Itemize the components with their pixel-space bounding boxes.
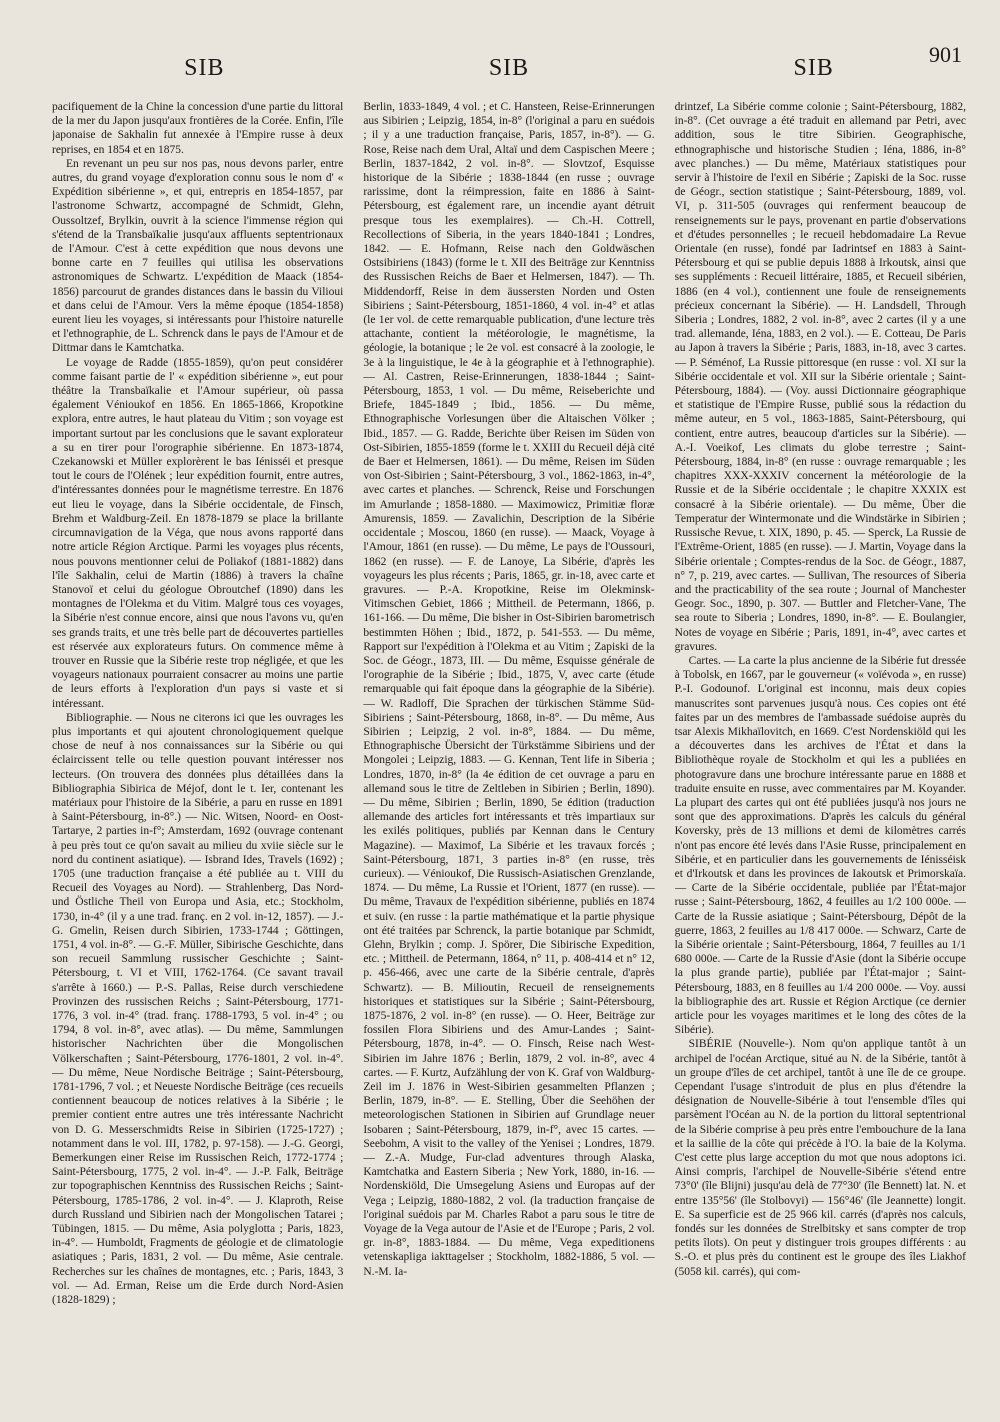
header-right: SIB <box>793 55 834 81</box>
running-header <box>52 32 966 82</box>
paragraph-nouvelle-siberie: SIBÉRIE (Nouvelle-). Nom qu'on applique tantôt à un archipel de l'océan Arctique, situé au N. de la Sibérie, tantôt à un groupe d'îles de cet archipel, tantôt à une île de ce groupe. Cependant l'usage s'introduit de plus en plus d'étendre la désignation de Nouvelle-Sibérie à tout l'ensemble d'îles qui parsèment l'Océan au N. de la portion du littoral septentrional de la Sibérie comprise à peu près entre l'embouchure de la Iana et la saillie de la côte qui précède à l'O. la baie de la Kolyma. C'est cette plus large acception du mot que nous adoptons ici. Ainsi compris, l'archipel de Nouvelle-Sibérie s'étend entre 73°0' (île Blijni) jusqu'au delà de 77°30' (île Bennett) lat. N. et entre 135°56' (île Stolbovyi) — 156°46' (île Jeannette) longit. E. Sa superficie est de 25 966 kil. carrés (d'après nos calculs, fondés sur les données de Strelbitsky et sans compter de trop petits îlots). On peut y distinguer trois groupes différents : au S.-O. et plus près du continent est le groupe des îles Liakhof (5058 kil. carrés), qui com- <box>674 1038 966 1278</box>
page-number: 901 <box>929 42 962 67</box>
text-columns <box>52 100 966 1420</box>
paragraph-bibliography: Bibliographie. — Nous ne citerons ici que les ouvrages les plus importants et qui ajoutent chronologiquement quelque chose de neuf à nos connaissances sur la Sibérie ou qui éclaircissent telle ou telle question pouvant intéresser nos lecteurs. (On trouvera des données plus détaillées dans la Bibliographia Sibirica de Méjof, dont le t. Ier, contenant les matériaux pour l'histoire de la Sibérie, a paru en russe en 1891 à Saint-Pétersbourg, in-8°.) — Nic. Witsen, Noord- en Oost-Tartarye, 2 parties in-f°; Amsterdam, 1692 (ouvrage contenant à peu près tout ce qu'on savait au milieu du xviie siècle sur le nord du continent asiatique). — Isbrand Ides, Travels (1692) ; 1705 (une traduction française a été publiée au t. VIII du Recueil des Voyages au Nord). — Strahlenberg, Das Nord- und Östliche Theil von Europa und Asia, etc.; Stockholm, 1730, in-4° (il y a une trad. franç. en 2 vol. in-12, 1857). — J.-G. Gmelin, Reisen durch Sibirien, 1733-1744 ; Göttingen, 1751, 4 vol. in-8°. — G.-F. Müller, Sibirische Geschichte, dans son recueil Sammlung russischer Geschichte ; Saint-Pétersbourg, t. VI et VIII, 1762-1764. (Ce savant travail s'arrête à 1660.) — P.-S. Pallas, Reise durch verschiedene Provinzen des russischen Reichs ; Saint-Pétersbourg, 1771-1776, 3 vol. in-4° (trad. franç. 1788-1793, 5 vol. in-4° ; ou 1794, 8 vol. in-8°, avec atlas). — Du même, Sammlungen historischer Nachrichten über die Mongolischen Völkerschaften ; Saint-Pétersbourg, 1776-1801, 2 vol. in-4°. — Du même, Neue Nordische Beiträge ; Saint-Pétersbourg, 1781-1796, 7 vol. ; et Neueste Nordische Beiträge (ces recueils contiennent beaucoup de notices relatives à la Sibérie ; le premier contient entre autres une très intéressante Nachricht von D. G. Messerschmidts Reise in Sibirien (1725-1727) ; notamment dans le vol. III, 1782, p. 97-158). — J.-G. Georgi, Bemerkungen einer Reise im Russischen Reich, 1772-1774 ; Saint-Pétersbourg, 1775, 2 vol. in-4°. — J.-P. Falk, Beiträge zur topographischen Kenntniss des Russischen Reichs ; Saint-Pétersbourg, 1785-1786, 2 vol. in-4°. — J. Klaproth, Reise durch Russland und Sibirien nach der Mongolischen Tatarei ; Tübingen, 1815. — Du même, Asia polyglotta ; Paris, 1823, in-4°. — Humboldt, Fragments de géologie et de climatologie asiatiques ; Paris, 1831, 2 vol. — Du même, Asie centrale. Recherches sur les chaînes de montagnes, etc. ; Paris, 1843, 3 vol. — Ad. Erman, Reise um die Erde durch Nord-Asien (1828-1829) ; <box>52 711 344 1307</box>
paragraph: Le voyage de Radde (1855-1859), qu'on peut considérer comme faisant partie de l' « expédition sibérienne », eut pour théâtre la Transbaïkalie et l'Amour supérieur, où passa également Vénioukof en 1856. En 1865-1866, Kropotkine explora, entre autres, le haut plateau du Vitim ; son voyage est important surtout par les conclusions que le savant explorateur a su en tirer pour l'orographie sibérienne. En 1873-1874, Czekanowski et Müller explorèrent le bas Iénisséi et presque tout le cours de l'Olének ; leur expédition fournit, entre autres, d'intéressantes données pour le magnétisme terrestre. En 1876 eut lieu le voyage, dans la Sibérie occidentale, de Finsch, Brehm et Waldburg-Zeil. En 1878-1879 se place la brillante circumnavigation de la Véga, que nous avons rapporté dans notre article Région Arctique. Parmi les voyages plus récents, nous pouvons mentionner celui de Poliakof (1881-1882) dans l'île Sakhalin, celui de Martin (1886) à travers la chaîne Stanovoï et celui du géologue Obroutchef (1890) dans les montagnes de l'Olekma et du Vitim. Malgré tous ces voyages, la Sibérie n'est connue encore, ainsi que nous l'avons vu, qu'en ses grands traits, et une très belle part de découvertes partielles est réservée aux explorateurs futurs. On commence même à trouver en Russie que la Sibérie reste trop négligée, et que les voyageurs nationaux pourraient consacrer au moins une partie de leurs efforts à l'exploration d'un pays si vaste et si intéressant. <box>52 356 344 710</box>
column-2 <box>363 100 654 1420</box>
column-3 <box>675 100 966 1420</box>
paragraph: pacifiquement de la Chine la concession d'une partie du littoral de la mer du Japon jusqu'aux frontières de la Corée. Enfin, l'île japonaise de Sakhalin fut annexée à l'Empire russe à deux reprises, en 1854 et en 1875. <box>52 101 344 156</box>
header-left: SIB <box>184 55 225 81</box>
header-center: SIB <box>488 55 530 81</box>
paragraph-cartes: Cartes. — La carte la plus ancienne de la Sibérie fut dressée à Tobolsk, en 1667, par le gouverneur (« voïévoda », en russe) P.-I. Godounof. L'original est inconnu, mais deux copies manuscrites sont parvenues jusqu'à nous. Ces copies ont été faites par un des membres de l'ambassade suédoise auprès du tsar Alexis Mikhaïlovitch, en 1669. C'est Nordenskiöld qui les a découvertes dans les archives de l'État et dans la Bibliothèque royale de Stockholm et qui les a publiées en photogravure dans une brochure intéressante parue en 1888 et traduite ensuite en russe, avec commentaires par M. Koyander. La plupart des cartes qui ont été publiées jusqu'à nos jours ne sont que des approximations. D'après les calculs du général Koversky, près de 13 millions et demi de kilomètres carrés n'ont pas encore été levés dans l'Asie Russe, principalement en Sibérie, et en particulier dans les gouvernements de Iénisséisk et d'Irkoutsk et dans les provinces de Iakoutsk et Primorskaïa. — Carte de la Sibérie occidentale, publiée par l'État-major russe ; Saint-Pétersbourg, 1862, 4 feuilles au 1/2 100 000e. — Carte de la Russie asiatique ; Saint-Pétersbourg, Dépôt de la guerre, 1863, 2 feuilles au 1/8 417 000e. — Schwarz, Carte de la Sibérie orientale ; Saint-Pétersbourg, 1864, 7 feuilles au 1/1 680 000e. — Carte de la Russie d'Asie (dont la Sibérie occupe la plus grande partie), publiée par l'État-major ; Saint-Pétersbourg, 1883, en 8 feuilles au 1/4 200 000e. — Voy. aussi la bibliographie des art. Russie et Région Arctique (ce dernier article pour les voyages maritimes et le long des côtes de la Sibérie). <box>674 654 966 1037</box>
paragraph: drintzef, La Sibérie comme colonie ; Saint-Pétersbourg, 1882, in-8°. (Cet ouvrage a été traduit en allemand par Petri, avec addition, sous le titre Sibirien. Geographische, ethnographische und historische Studien ; Iéna, 1886, in-8° avec planches.) — Du même, Matériaux statistiques pour servir à l'histoire de l'exil en Sibérie ; Zapiski de la Soc. russe de Géogr., section statistique ; Saint-Pétersbourg, 1889, vol. VI, p. 311-505 (ouvrages qui renferment beaucoup de renseignements sur le pays, provenant en partie d'observations et d'études personnelles ; le recueil hebdomadaire La Revue Orientale (en russe), fondé par Iadrintsef en 1883 à Saint-Pétersbourg et qui se publie depuis 1888 à Irkoutsk, ainsi que ses suppléments : Recueil littéraire, 1885, et Recueil sibérien, 1886 (en 4 vol.), contiennent une foule de renseignements précieux concernant la Sibérie). — H. Landsdell, Through Siberia ; Londres, 1882, 2 vol. in-8°, avec 2 cartes (il y a une trad. allemande, Iéna, 1883, en 2 vol.). — E. Cotteau, De Paris au Japon à travers la Sibérie ; Paris, 1883, in-18, avec 3 cartes. — P. Séménof, La Russie pittoresque (en russe : vol. XI sur la Sibérie occidentale et vol. XII sur la Sibérie orientale ; Saint-Pétersbourg, 1884). — (Voy. aussi Dictionnaire géographique et statistique de l'Empire Russe, publié sous la rédaction du même auteur, en 5 vol., 1863-1885, Saint-Pétersbourg, qui contient, entre autres, beaucoup d'articles sur la Sibérie). — A.-I. Voeikof, Les climats du globe terrestre ; Saint-Pétersbourg, 1884, in-8° (en russe : ouvrage remarquable ; les chapitres XXX-XXXIV concernent la météorologie de la Russie et de la Sibérie occidentale ; le chapitre XXXIX est consacré à la Sibérie orientale). — Du même, Über die Temperatur der Wintermonate und die Windstärke in Sibirien ; Russische Revue, t. XIX, 1890, p. 45. — Sperck, La Russie de l'Extrême-Orient, 1885 (en russe). — J. Martin, Voyage dans la Sibérie orientale ; Comptes-rendus de la Soc. de Géogr., 1887, n° 7, p. 219, avec cartes. — Sullivan, The resources of Siberia and the practicability of the sea route ; Journal of Manchester Geogr. Soc., 1890, p. 307. — Buttler and Fletcher-Vane, The sea route to Siberia ; Londres, 1890, in-8°. — E. Boulangier, Notes de voyage en Sibérie ; Paris, 1891, in-4°, avec cartes et gravures. <box>674 101 966 653</box>
paragraph: En revenant un peu sur nos pas, nous devons parler, entre autres, du grand voyage d'exploration connu sous le nom d' « Expédition sibérienne », et qui, entrepris en 1854-1857, par l'astronome Schwartz, accompagné de Schmidt, Glehn, Oussoltzef, Brylkin, ouvrit à la science l'immense région qui s'étend de la Transbaïkalie jusqu'aux affluents septentrionaux de l'Amour. C'est à cette expédition que nous devons une bonne carte en 7 feuilles qui utilisa les observations astronomiques de Schwartz. L'expédition de Maack (1854-1856) parcourut de grandes distances dans le bassin du Vilioui et dans celui de l'Amour. Vers la même époque (1854-1858) eurent lieu les voyages, si intéressants pour l'histoire naturelle et l'ethnographie, de L. Schrenck dans le pays de l'Amour et de Dittmar dans le Kamtchatka. <box>52 157 344 355</box>
paragraph: Berlin, 1833-1849, 4 vol. ; et C. Hansteen, Reise-Erinnerungen aus Sibirien ; Leipzig, 1854, in-8° (l'original a paru en suédois ; il y a une traduction française, Paris, 1857, in-8°). — G. Rose, Reise nach dem Ural, Altaï und dem Caspischen Meere ; Berlin, 1837-1842, 2 vol. in-8°. — Slovtzof, Esquisse historique de la Sibérie ; 1838-1844 (en russe ; ouvrage rarissime, dont la réimpression, faite en 1886 à Saint-Pétersbourg, est également rare, un incendie ayant détruit presque tous les exemplaires). — Ch.-H. Cottrell, Recollections of Siberia, in the years 1840-1841 ; Londres, 1842. — E. Hofmann, Reise nach den Goldwäschen Ostsibiriens (1843) (forme le t. XII des Beiträge zur Kenntniss des Russischen Reichs de Baer et Helmersen, 1847). — Th. Middendorff, Reise in dem äussersten Norden und Osten Sibiriens ; Saint-Pétersbourg, 1851-1860, 4 vol. in-4° et atlas (le 1er vol. de cette remarquable publication, d'une lecture très attachante, contient la météorologie, le magnétisme, la géologie, la botanique ; le 2e vol. est consacré à la zoologie, le 3e à la linguistique, le 4e à la géographie et à l'ethnographie). — Al. Castren, Reise-Erinnerungen, 1838-1844 ; Saint-Pétersbourg, 1853, 1 vol. — Du même, Reiseberichte und Briefe, 1845-1849 ; Ibid., 1856. — Du même, Ethnographische Vorlesungen über die Altaischen Völker ; Ibid., 1857. — G. Radde, Berichte über Reisen im Süden von Ost-Sibirien, 1855-1859 (forme le t. XXIII du Recueil déjà cité de Baer et Helmersen, 1861). — Du même, Reisen im Süden von Ost-Sibirien ; Saint-Pétersbourg, 3 vol., 1862-1863, in-4°, avec cartes et planches. — Schrenck, Reise und Forschungen im Amurlande ; 1858-1880. — Maximowicz, Primitiæ floræ Amurensis, 1859. — Zavalichin, Description de la Sibérie occidentale ; Moscou, 1860 (en russe). — Maack, Voyage à l'Amour, 1861 (en russe). — Du même, Le pays de l'Oussouri, 1862 (en russe). — F. de Lanoye, La Sibérie, d'après les voyageurs les plus récents ; Paris, 1865, gr. in-18, avec carte et gravures. — P.-A. Kropotkine, Reise im Olekminsk-Vitimschen Gebiet, 1866 ; Mittheil. de Petermann, 1866, p. 161-166. — Du même, Die bisher in Ost-Sibirien barometrisch bestimmten Höhen ; Ibid., 1872, p. 541-553. — Du même, Rapport sur l'expédition à l'Olekma et au Vitim ; Zapiski de la Soc. de Géogr., 1873, III. — Du même, Esquisse générale de l'orographie de la Sibérie ; Ibid., 1875, V, avec carte (étude remarquable qui fait époque dans la géographie de la Sibérie). — W. Radloff, Die Sprachen der türkischen Stämme Süd-Sibiriens ; Saint-Pétersbourg, 1868, in-8°. — Du même, Aus Sibirien ; Leipzig, 2 vol. in-8°, 1884. — Du même, Ethnographische Übersicht der Türkstämme Sibiriens und der Mongolei ; Leipzig, 1883. — G. Kennan, Tent life in Siberia ; Londres, 1870, in-8° (la 4e édition de cet ouvrage a paru en allemand sous le titre de Zeltleben in Sibirien ; Berlin, 1890). — Du même, Sibirien ; Berlin, 1890, 5e édition (traduction allemande des articles fort intéressants et très impartiaux sur les exilés politiques, publiés par Kennan dans le Century Magazine). — Maximof, La Sibérie et les travaux forcés ; Saint-Pétersbourg, 1871, 3 parties in-8° (en russe, très curieux). — Vénioukof, Die Russisch-Asiatischen Grenzlande, 1874. — Du même, La Russie et l'Orient, 1877 (en russe). — Du même, Travaux de l'expédition sibérienne, publiés en 1874 et suiv. (en russe : la partie mathématique et la partie physique ont été traitées par Schrenck, la partie botanique par Schmidt, Glehn, Brylkin ; comp. J. Spörer, Die Sibirische Expedition, etc. ; Mittheil. de Petermann, 1864, n° 11, p. 408-414 et n° 12, p. 456-466, avec une carte de la Sibérie centrale, d'après Schwartz). — B. Milioutin, Recueil de renseignements historiques et statistiques sur la Sibérie ; Saint-Pétersbourg, 1875-1876, 2 vol. in-8° (en russe). — O. Heer, Beiträge zur fossilen Flora Sibiriens und des Amur-Landes ; Saint-Pétersbourg, 1878, in-4°. — O. Finsch, Reise nach West-Sibirien im Jahre 1876 ; Berlin, 1879, 2 vol. in-8°, avec 4 cartes. — F. Kurtz, Aufzählung der von K. Graf von Waldburg-Zeil im J. 1876 in West-Sibirien gesammelten Pflanzen ; Berlin, 1879, in-8°. — E. Stelling, Über die Seehöhen der meteorologischen Stationen in Sibirien auf Grundlage neuer Isobaren ; Saint-Pétersbourg, 1879, in-f°, avec 15 cartes. — Seebohm, A visit to the valley of the Yenisei ; Londres, 1879. — Z.-A. Mudge, Fur-clad adventures through Alaska, Kamtchatka and Eastern Siberia ; New York, 1880, in-16. — Nordenskiöld, Die Umsegelung Asiens und Europas auf der Vega ; Leipzig, 1880-1882, 2 vol. (la traduction française de l'original suédois par M. Charles Rabot a paru sous le titre de Voyage de la Vega autour de l'Asie et de l'Europe ; Paris, 2 vol. gr. in-8°, 1883-1884. — Du même, Vega expeditionens vetenskapliga iakttagelser ; Stockholm, 1882-1886, 5 vol. — N.-M. Ia- <box>363 101 655 1278</box>
column-1 <box>52 100 343 1420</box>
